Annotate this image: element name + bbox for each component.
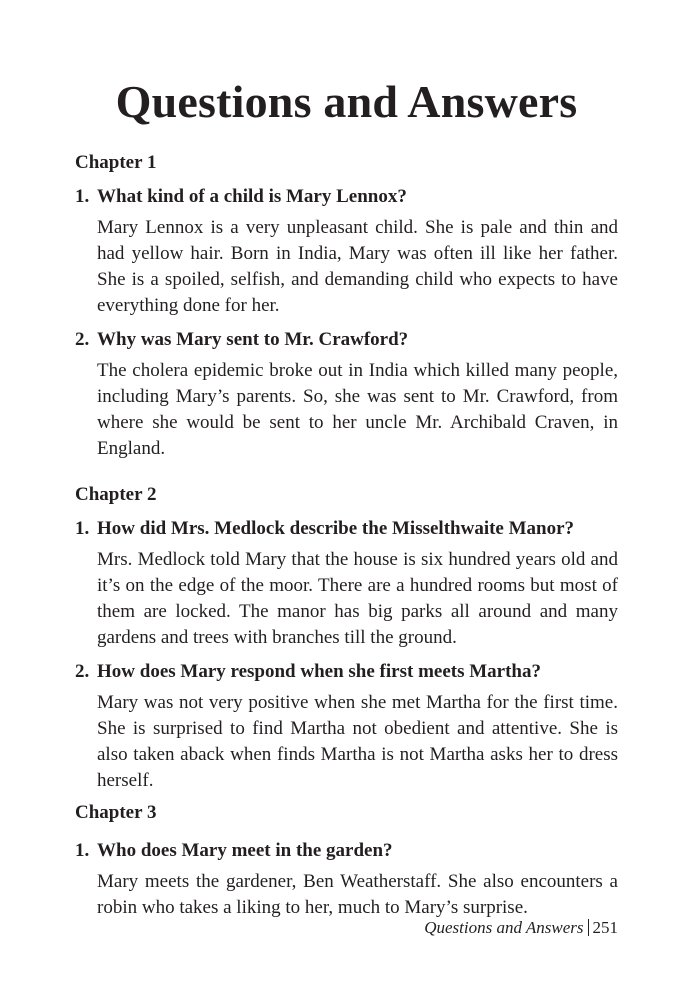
question: [75, 327, 618, 353]
chapter-heading: Chapter 2: [75, 484, 157, 505]
question: [75, 659, 618, 685]
question-text: Why was Mary sent to Mr. Crawford?: [97, 329, 409, 350]
qa-item: [75, 327, 618, 462]
question-number: 1.: [75, 186, 90, 207]
chapter-2-section: [75, 482, 618, 794]
question-number: 1.: [75, 518, 90, 539]
question-number: 2.: [75, 329, 90, 350]
chapter-1-section: [75, 150, 618, 462]
question-text: How did Mrs. Medlock describe the Misselthwaite Manor?: [97, 518, 575, 539]
question-number: 2.: [75, 661, 90, 682]
qa-item: [75, 516, 618, 651]
page-number: 251: [592, 918, 618, 937]
page-footer: [424, 917, 618, 939]
chapter-heading: Chapter 3: [75, 802, 157, 823]
question-text: How does Mary respond when she first meets Martha?: [97, 661, 541, 682]
page-title: Questions and Answers: [115, 76, 578, 127]
chapter-3-section: [75, 800, 618, 921]
question-text: Who does Mary meet in the garden?: [97, 840, 393, 861]
chapter-heading: Chapter 1: [75, 152, 157, 173]
qa-content: [75, 150, 618, 921]
question: [75, 838, 618, 864]
qa-item: [75, 184, 618, 319]
question: [75, 516, 618, 542]
question-text: What kind of a child is Mary Lennox?: [97, 186, 407, 207]
answer-text: Mrs. Medlock told Mary that the house is six hundred years old and it’s on the edge of the moor. There are a hundred rooms but most of them are locked. The manor has big parks all around and many gardens and trees with branches till the ground.: [97, 549, 618, 648]
footer-divider: [588, 919, 589, 936]
qa-item: [75, 838, 618, 921]
running-title: Questions and Answers: [424, 918, 584, 937]
answer-text: Mary was not very positive when she met Martha for the first time. She is surprised to find Martha not obedient and attentive. She is also taken aback when finds Martha is not Martha asks her to dress herself.: [97, 692, 618, 791]
qa-item: [75, 659, 618, 794]
question: [75, 184, 618, 210]
answer-text: The cholera epidemic broke out in India which killed many people, including Mary’s parents. So, she was sent to Mr. Crawford, from where she would be sent to her uncle Mr. Archibald Craven, in England.: [97, 360, 618, 459]
answer-text: Mary Lennox is a very unpleasant child. She is pale and thin and had yellow hair. Born in India, Mary was often ill like her father. She is a spoiled, selfish, and demanding child who expects to have everything done for her.: [97, 217, 618, 316]
answer-text: Mary meets the gardener, Ben Weatherstaff. She also encounters a robin who takes a liking to her, much to Mary’s surprise.: [97, 871, 618, 918]
question-number: 1.: [75, 840, 90, 861]
